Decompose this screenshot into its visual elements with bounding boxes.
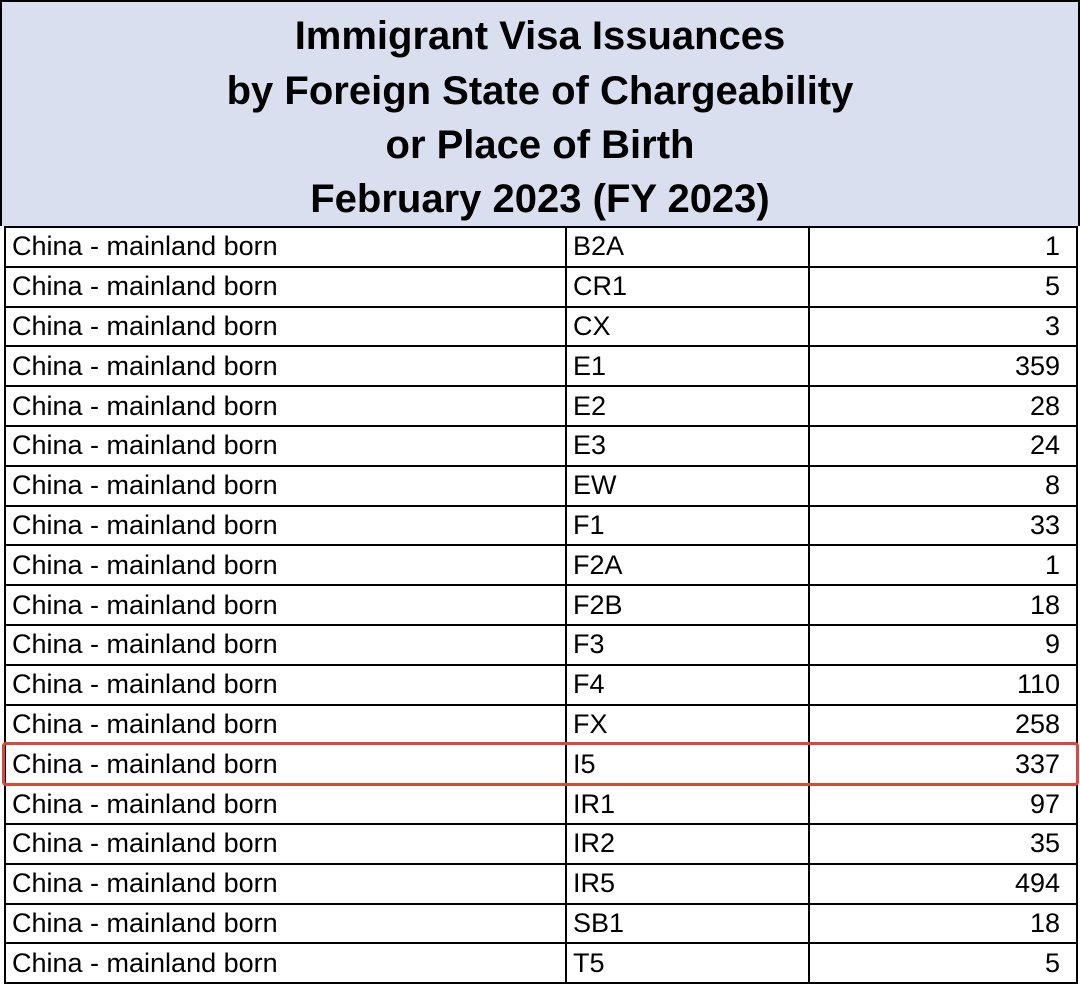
issuance-count-cell: 337 bbox=[809, 744, 1077, 784]
country-cell: China - mainland born bbox=[5, 426, 566, 466]
issuance-count-cell: 9 bbox=[809, 625, 1077, 665]
visa-class-cell: SB1 bbox=[566, 904, 809, 944]
table-row bbox=[5, 585, 1077, 625]
issuance-count-cell: 8 bbox=[809, 466, 1077, 506]
title-line-3: or Place of Birth bbox=[385, 123, 695, 167]
issuance-count-cell: 258 bbox=[809, 705, 1077, 745]
country-cell: China - mainland born bbox=[5, 506, 566, 546]
country-cell: China - mainland born bbox=[5, 386, 566, 426]
table-row bbox=[5, 665, 1077, 705]
visa-class-cell: F4 bbox=[566, 665, 809, 705]
visa-issuance-table bbox=[4, 226, 1078, 984]
visa-class-cell: IR1 bbox=[566, 784, 809, 824]
visa-class-cell: I5 bbox=[566, 744, 809, 784]
country-cell: China - mainland born bbox=[5, 824, 566, 864]
visa-class-cell: CR1 bbox=[566, 267, 809, 307]
table-row bbox=[5, 625, 1077, 665]
table-row-highlighted bbox=[5, 744, 1077, 784]
issuance-count-cell: 18 bbox=[809, 585, 1077, 625]
country-cell: China - mainland born bbox=[5, 784, 566, 824]
visa-class-cell: E3 bbox=[566, 426, 809, 466]
issuance-count-cell: 5 bbox=[809, 267, 1077, 307]
visa-class-cell: FX bbox=[566, 705, 809, 745]
country-cell: China - mainland born bbox=[5, 744, 566, 784]
issuance-count-cell: 5 bbox=[809, 943, 1077, 983]
table-row bbox=[5, 545, 1077, 585]
issuance-count-cell: 97 bbox=[809, 784, 1077, 824]
title-line-2: by Foreign State of Chargeability bbox=[226, 69, 854, 113]
table-row bbox=[5, 705, 1077, 745]
table-row bbox=[5, 824, 1077, 864]
issuance-count-cell: 35 bbox=[809, 824, 1077, 864]
country-cell: China - mainland born bbox=[5, 904, 566, 944]
visa-class-cell: IR5 bbox=[566, 864, 809, 904]
table-row bbox=[5, 267, 1077, 307]
country-cell: China - mainland born bbox=[5, 705, 566, 745]
issuance-count-cell: 24 bbox=[809, 426, 1077, 466]
visa-class-cell: EW bbox=[566, 466, 809, 506]
issuance-count-cell: 28 bbox=[809, 386, 1077, 426]
title-line-1: Immigrant Visa Issuances bbox=[294, 14, 786, 58]
issuance-count-cell: 1 bbox=[809, 227, 1077, 267]
visa-class-cell: E2 bbox=[566, 386, 809, 426]
table-row bbox=[5, 307, 1077, 347]
country-cell: China - mainland born bbox=[5, 307, 566, 347]
issuance-count-cell: 359 bbox=[809, 346, 1077, 386]
title-line-4: February 2023 (FY 2023) bbox=[310, 177, 770, 221]
table-row bbox=[5, 227, 1077, 267]
issuance-count-cell: 3 bbox=[809, 307, 1077, 347]
table-row bbox=[5, 904, 1077, 944]
visa-class-cell: IR2 bbox=[566, 824, 809, 864]
country-cell: China - mainland born bbox=[5, 227, 566, 267]
country-cell: China - mainland born bbox=[5, 585, 566, 625]
table-row bbox=[5, 466, 1077, 506]
table-row bbox=[5, 426, 1077, 466]
country-cell: China - mainland born bbox=[5, 665, 566, 705]
visa-class-cell: F2A bbox=[566, 545, 809, 585]
visa-class-cell: B2A bbox=[566, 227, 809, 267]
visa-class-cell: F2B bbox=[566, 585, 809, 625]
issuance-count-cell: 33 bbox=[809, 506, 1077, 546]
visa-class-cell: F1 bbox=[566, 506, 809, 546]
table-row bbox=[5, 346, 1077, 386]
table-row bbox=[5, 506, 1077, 546]
visa-class-cell: E1 bbox=[566, 346, 809, 386]
country-cell: China - mainland born bbox=[5, 346, 566, 386]
country-cell: China - mainland born bbox=[5, 267, 566, 307]
issuance-count-cell: 494 bbox=[809, 864, 1077, 904]
table-row bbox=[5, 784, 1077, 824]
issuance-count-cell: 1 bbox=[809, 545, 1077, 585]
country-cell: China - mainland born bbox=[5, 864, 566, 904]
country-cell: China - mainland born bbox=[5, 466, 566, 506]
visa-class-cell: T5 bbox=[566, 943, 809, 983]
visa-class-cell: F3 bbox=[566, 625, 809, 665]
table-row bbox=[5, 386, 1077, 426]
country-cell: China - mainland born bbox=[5, 943, 566, 983]
issuance-count-cell: 18 bbox=[809, 904, 1077, 944]
table-title-header bbox=[0, 0, 1080, 226]
table-row bbox=[5, 943, 1077, 983]
issuance-count-cell: 110 bbox=[809, 665, 1077, 705]
country-cell: China - mainland born bbox=[5, 545, 566, 585]
country-cell: China - mainland born bbox=[5, 625, 566, 665]
table-row bbox=[5, 864, 1077, 904]
visa-class-cell: CX bbox=[566, 307, 809, 347]
